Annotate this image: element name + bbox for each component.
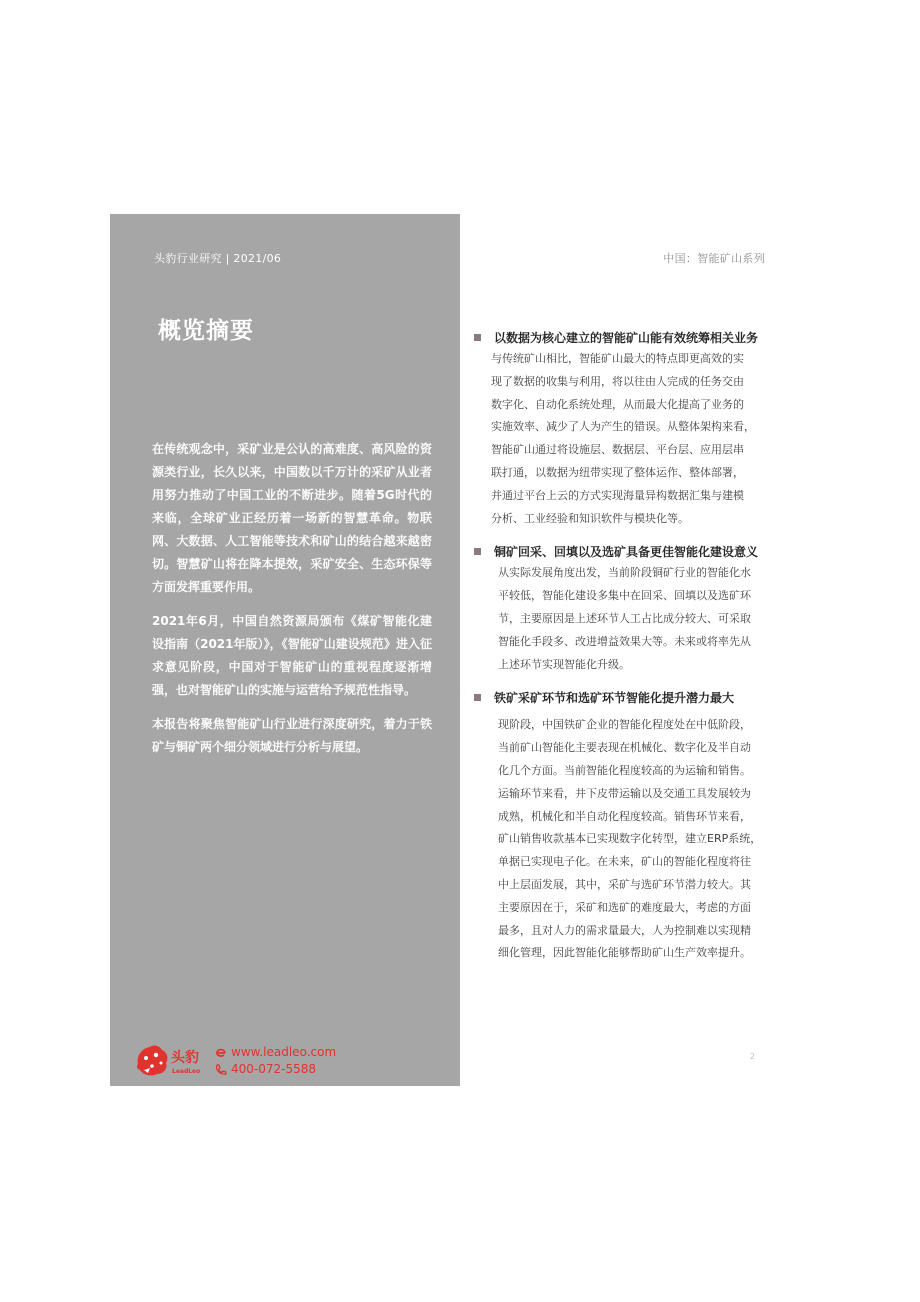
overview-paragraph: 本报告将聚焦智能矿山行业进行深度研究，着力于铁矿与铜矿两个细分领域进行分析与展望。 xyxy=(152,717,432,754)
body-line: 平较低，智能化建设多集中在回采、回填以及选矿环 xyxy=(498,589,751,603)
leopard-head-icon xyxy=(137,1046,167,1076)
section-title-text: 铁矿采矿环节和选矿环节智能化提升潜力最大 xyxy=(494,691,735,706)
section-title xyxy=(472,688,772,708)
body-line: 智能矿山通过将设施层、数据层、平台层、应用层串 xyxy=(491,443,744,457)
square-bullet-icon xyxy=(474,334,481,341)
section-body xyxy=(472,714,772,965)
body-line: 当前矿山智能化主要表现在机械化、数字化及半自动 xyxy=(498,741,751,755)
body-line: 运输环节来看，井下皮带运输以及交通工具发展较为 xyxy=(498,786,751,800)
phone-icon xyxy=(214,1063,227,1076)
phone-number: 400-072-5588 xyxy=(231,1062,317,1076)
summary-section xyxy=(472,328,772,530)
phone-row xyxy=(214,1061,336,1078)
report-page xyxy=(110,214,773,1086)
logo-subtext: LeadLeo xyxy=(172,1068,201,1075)
series-label: 中国：智能矿山系列 xyxy=(663,252,765,265)
body-line: 分析、工业经验和知识软件与模块化等。 xyxy=(491,511,689,525)
overview-paragraph: 在传统观念中，采矿业是公认的高难度、高风险的资源类行业，长久以来，中国数以千万计的采矿从业者用努力推动了中国工业的不断进步。随着5G时代的来临，全球矿业正经历着一场新的智慧革命。物联网、大数据、人工智能等技术和矿山的结合越来越密切。智慧矿山将在降本提效，采矿安全、生态环保等方面发挥重要作用。 xyxy=(152,442,432,594)
footer-contact xyxy=(214,1044,336,1078)
body-line: 成熟，机械化和半自动化程度较高。销售环节来看， xyxy=(498,809,751,823)
section-title xyxy=(472,328,772,348)
web-e-icon xyxy=(214,1046,227,1059)
body-line: 现阶段，中国铁矿企业的智能化程度处在中低阶段， xyxy=(498,718,751,732)
section-body xyxy=(472,348,772,530)
body-line: 单据已实现电子化。在未来，矿山的智能化程度将往 xyxy=(498,855,751,869)
body-line: 上述环节实现智能化升级。 xyxy=(498,657,630,671)
website-link[interactable]: www.leadleo.com xyxy=(231,1045,337,1059)
square-bullet-icon xyxy=(474,694,481,701)
overview-title: 概览摘要 xyxy=(158,318,254,344)
section-body xyxy=(472,562,772,676)
page-number: 2 xyxy=(749,1052,755,1061)
body-line: 中上层面发展，其中，采矿与选矿环节潜力较大。其 xyxy=(498,877,751,891)
section-title-text: 以数据为核心建立的智能矿山能有效统筹相关业务 xyxy=(494,331,759,345)
body-line: 化几个方面。当前智能化程度较高的为运输和销售。 xyxy=(498,763,751,777)
body-line: 矿山销售收款基本已实现数字化转型，建立ERP系统， xyxy=(498,832,762,846)
summary-section xyxy=(472,542,772,676)
body-line: 并通过平台上云的方式实现海量异构数据汇集与建模 xyxy=(491,488,744,502)
body-line: 实施效率、减少了人为产生的错误。从整体架构来看， xyxy=(491,420,755,434)
section-title xyxy=(472,542,772,562)
body-line: 数字化、自动化系统处理，从而最大化提高了业务的 xyxy=(491,397,744,411)
body-line: 智能化手段多、改进增益效果大等。未来或将率先从 xyxy=(498,634,751,648)
overview-panel xyxy=(110,214,460,1086)
summary-section xyxy=(472,688,772,965)
overview-body xyxy=(152,438,432,770)
body-line: 从实际发展角度出发，当前阶段铜矿行业的智能化水 xyxy=(498,566,751,580)
body-line: 最多，且对人力的需求量最大，人为控制难以实现精 xyxy=(498,923,751,937)
logo-text: 头豹 xyxy=(171,1050,199,1066)
body-line: 联打通，以数据为纽带实现了整体运作、整体部署， xyxy=(491,465,744,479)
square-bullet-icon xyxy=(474,548,481,555)
summary-sections xyxy=(472,328,772,977)
report-brand-date: 头豹行业研究 | 2021/06 xyxy=(154,252,282,265)
body-line: 细化管理，因此智能化能够帮助矿山生产效率提升。 xyxy=(498,946,751,960)
body-line: 与传统矿山相比，智能矿山最大的特点即更高效的实 xyxy=(491,352,744,365)
body-line: 现了数据的收集与利用，将以往由人完成的任务交由 xyxy=(491,374,744,388)
body-line: 节，主要原因是上述环节人工占比成分较大、可采取 xyxy=(498,611,751,625)
section-title-text: 铜矿回采、回填以及选矿具备更佳智能化建设意义 xyxy=(494,545,759,560)
website-row[interactable] xyxy=(214,1044,336,1061)
overview-paragraph: 2021年6月，中国自然资源局颁布《煤矿智能化建设指南（2021年版）》，《智能矿山建设规范》进入征求意见阶段，中国对于智能矿山的重视程度逐渐增强，也对智能矿山的实施与运营给予规范性指导。 xyxy=(152,614,432,697)
body-line: 主要原因在于，采矿和选矿的难度最大，考虑的方面 xyxy=(498,900,751,914)
